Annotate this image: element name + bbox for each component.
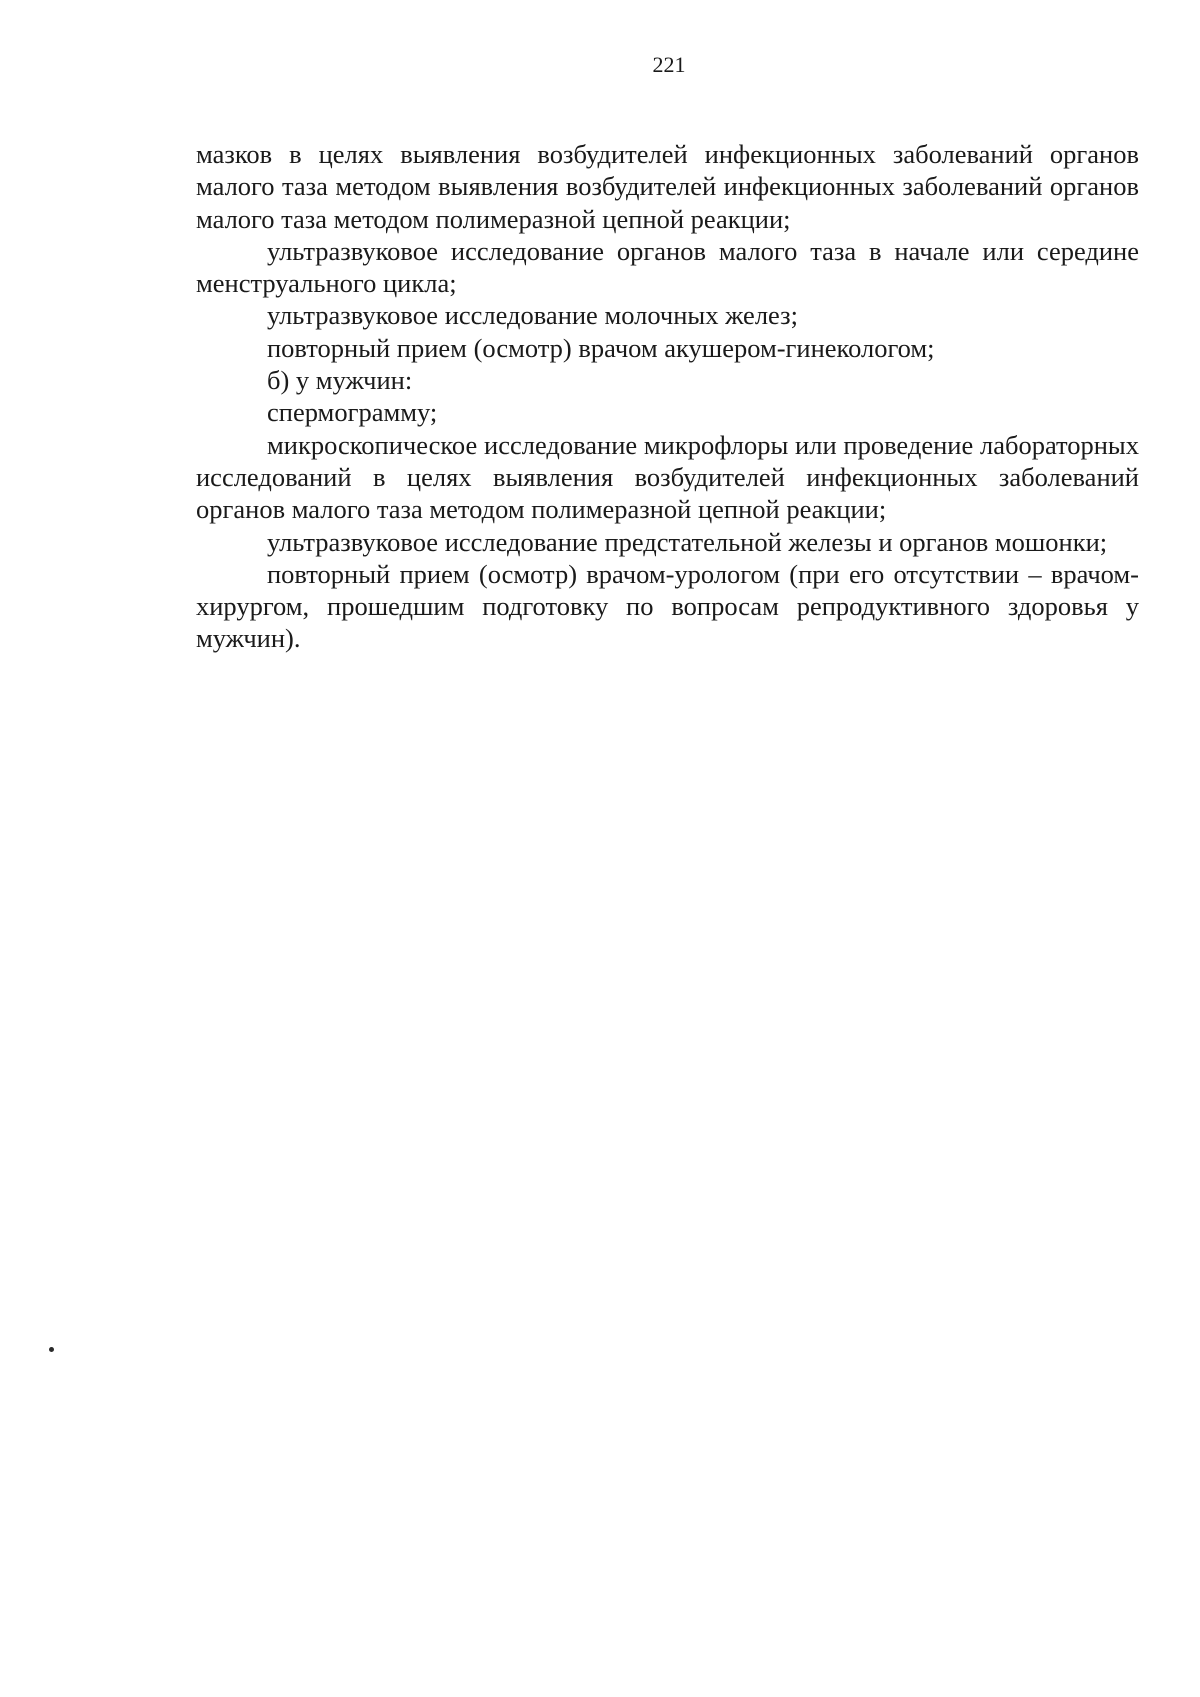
paragraph-smear-tests: мазков в целях выявления возбудителей инфекционных заболеваний органов малого таза методом выявления возбудителей инфекционных заболеваний органов малого таза методом полимеразной цепной реакции; [196, 139, 1139, 234]
scan-speck [49, 1347, 54, 1352]
paragraph-pelvic-ultrasound: ультразвуковое исследование органов малого таза в начале или середине менструального цикла; [196, 235, 1139, 299]
page-number: 221 [652, 52, 686, 77]
paragraph-prostate-ultrasound: ультразвуковое исследование предстательной железы и органов мошонки; [267, 526, 1108, 557]
paragraph-gynecologist-visit: повторный прием (осмотр) врачом акушером-гинекологом; [267, 332, 935, 363]
paragraph-microflora-test: микроскопическое исследование микрофлоры или проведение лабораторных исследований в целях выявления возбудителей инфекционных заболеваний органов малого таза методом полимеразной цепной реакции; [196, 429, 1139, 525]
document-body [196, 138, 1139, 655]
paragraph-breast-ultrasound: ультразвуковое исследование молочных желез; [267, 300, 798, 331]
paragraph-spermogram: спермограмму; [267, 397, 438, 428]
paragraph-men-heading: б) у мужчин: [267, 365, 413, 396]
paragraph-urologist-visit: повторный прием (осмотр) врачом-урологом (при его отсутствии – врачом-хирургом, прошедшим подготовку по вопросам репродуктивного здоровья у мужчин). [196, 558, 1139, 654]
